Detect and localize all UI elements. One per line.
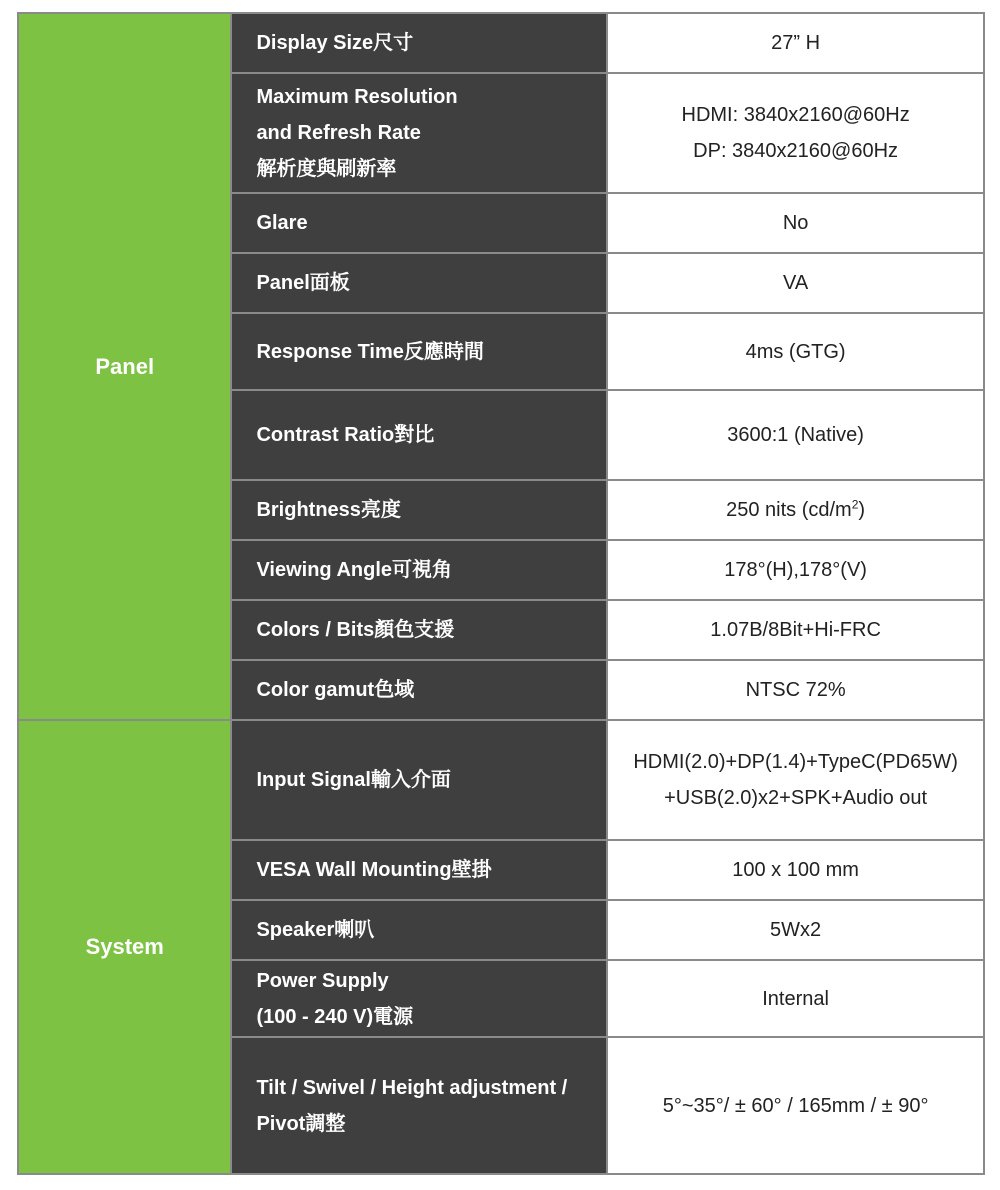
spec-table: [17, 12, 985, 1175]
spec-label: Input Signal輸入介面: [231, 720, 607, 840]
spec-label: Response Time反應時間: [231, 313, 607, 390]
spec-value: NTSC 72%: [607, 660, 984, 720]
spec-label: VESA Wall Mounting壁掛: [231, 840, 607, 900]
spec-label: Color gamut色域: [231, 660, 607, 720]
spec-value: VA: [607, 253, 984, 313]
spec-label: Speaker喇叭: [231, 900, 607, 960]
spec-value: HDMI: 3840x2160@60Hz DP: 3840x2160@60Hz: [607, 73, 984, 193]
spec-value: 250 nits $(cd/m^2)$: [607, 480, 984, 540]
spec-value: 178°(H),178°(V): [607, 540, 984, 600]
spec-value: 1.07B/8Bit+Hi-FRC: [607, 600, 984, 660]
spec-value: No: [607, 193, 984, 253]
spec-label: Viewing Angle可視角: [231, 540, 607, 600]
spec-label: Brightness亮度: [231, 480, 607, 540]
spec-label: Panel面板: [231, 253, 607, 313]
category-system: System: [18, 720, 231, 1174]
spec-label: Display Size尺寸: [231, 13, 607, 73]
spec-label: Tilt / Swivel / Height adjustment / Pivot調整: [231, 1037, 607, 1174]
spec-value: Internal: [607, 960, 984, 1037]
spec-value: HDMI(2.0)+DP(1.4)+TypeC(PD65W) +USB(2.0)x2+SPK+Audio out: [607, 720, 984, 840]
spec-value: 27” H: [607, 13, 984, 73]
spec-value: 5°~35°/ ± 60° / 165mm / ± 90°: [607, 1037, 984, 1174]
spec-label: Maximum Resolution and Refresh Rate 解析度與刷新率: [231, 73, 607, 193]
spec-value: 4ms (GTG): [607, 313, 984, 390]
spec-label: Colors / Bits顏色支援: [231, 600, 607, 660]
spec-label: Power Supply (100 - 240 V)電源: [231, 960, 607, 1037]
spec-value: 100 x 100 mm: [607, 840, 984, 900]
spec-label: Glare: [231, 193, 607, 253]
table-row: [18, 720, 984, 840]
spec-value: 5Wx2: [607, 900, 984, 960]
table-row: [18, 13, 984, 73]
spec-label: Contrast Ratio對比: [231, 390, 607, 480]
spec-value: 3600:1 (Native): [607, 390, 984, 480]
category-panel: Panel: [18, 13, 231, 720]
